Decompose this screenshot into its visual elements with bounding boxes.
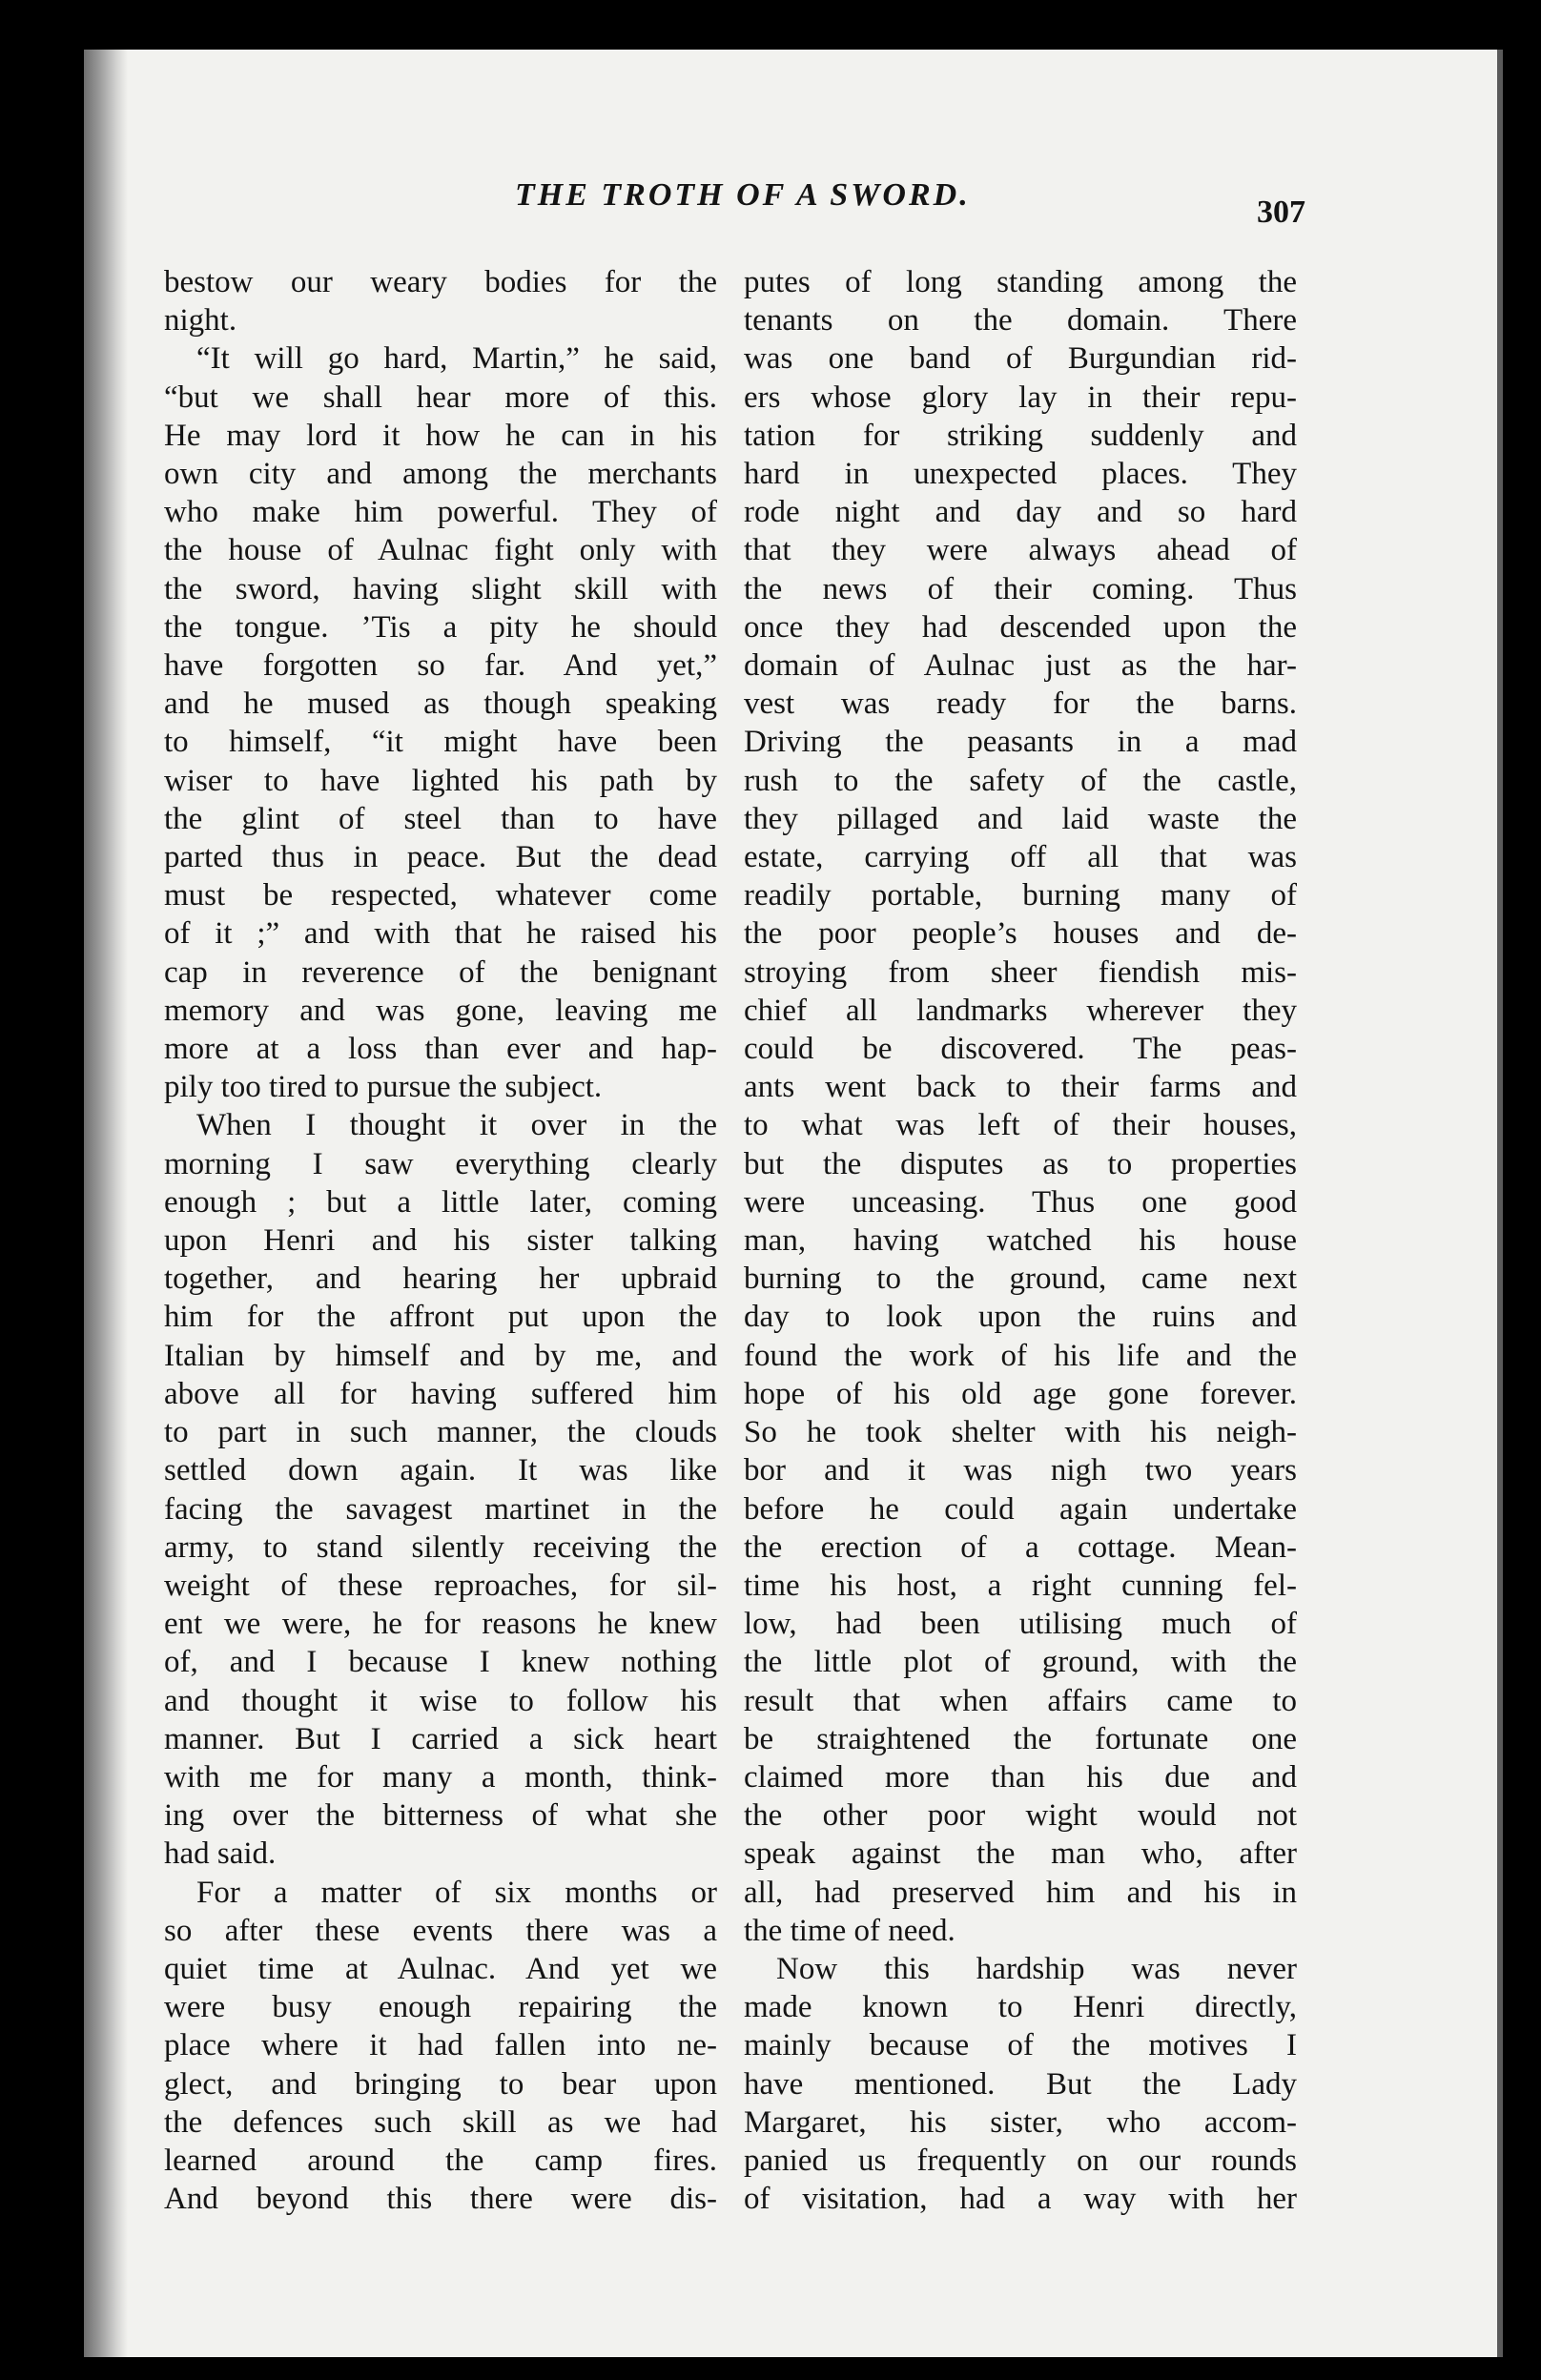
right-column-line: ers whose glory lay in their repu- <box>744 380 1297 415</box>
right-column-line: the time of need. <box>744 1913 955 1948</box>
right-column-line: result that when affairs came to <box>744 1683 1297 1718</box>
left-column-line: of it ;” and with that he raised his <box>164 916 717 952</box>
right-column-line: burning to the ground, came next <box>744 1262 1297 1297</box>
right-column-line: So he took shelter with his neigh- <box>744 1415 1297 1450</box>
right-column-line: speak against the man who, after <box>744 1836 1297 1872</box>
left-column-line: settled down again. It was like <box>164 1453 717 1488</box>
right-column-line: before he could again undertake <box>744 1491 1297 1527</box>
left-column-line: When I thought it over in the <box>196 1108 717 1143</box>
left-column-line: the tongue. ’Tis a pity he should <box>164 609 717 645</box>
right-column-line: chief all landmarks wherever they <box>744 993 1297 1028</box>
left-column-line: ing over the bitterness of what she <box>164 1798 717 1834</box>
right-column-line: day to look upon the ruins and <box>744 1300 1297 1335</box>
right-column-line: of visitation, had a way with her <box>744 2182 1297 2217</box>
right-column-line: could be discovered. The peas- <box>744 1032 1297 1067</box>
right-column-line: to what was left of their houses, <box>744 1108 1297 1143</box>
left-column-line: weight of these reproaches, for sil- <box>164 1568 717 1603</box>
right-column-line: they pillaged and laid waste the <box>744 801 1297 836</box>
left-column-line: were busy enough repairing the <box>164 1990 717 2025</box>
left-column-line: Italian by himself and by me, and <box>164 1338 717 1373</box>
left-column-line: who make him powerful. They of <box>164 495 717 530</box>
left-column-line: must be respected, whatever come <box>164 878 717 913</box>
right-column-line: that they were always ahead of <box>744 533 1297 568</box>
right-column-line: tation for striking suddenly and <box>744 418 1297 453</box>
left-column-line: quiet time at Aulnac. And yet we <box>164 1951 717 1986</box>
right-column-line: rush to the safety of the castle, <box>744 763 1297 798</box>
right-column-line: ants went back to their farms and <box>744 1070 1297 1105</box>
left-column-line: have forgotten so far. And yet,” <box>164 648 717 684</box>
left-column-line: above all for having suffered him <box>164 1376 717 1411</box>
right-column-line: vest was ready for the barns. <box>744 687 1297 722</box>
left-column-line: parted thus in peace. But the dead <box>164 840 717 875</box>
right-column-line: estate, carrying off all that was <box>744 840 1297 875</box>
page-number: 307 <box>1257 195 1305 230</box>
left-column-line: to himself, “it might have been <box>164 725 717 760</box>
left-column-line: manner. But I carried a sick heart <box>164 1721 717 1756</box>
left-column-line: bestow our weary bodies for the <box>164 265 717 299</box>
right-column-line: domain of Aulnac just as the har- <box>744 648 1297 684</box>
right-column-line: made known to Henri directly, <box>744 1990 1297 2025</box>
left-column-line: with me for many a month, think- <box>164 1759 717 1795</box>
left-column-line: morning I saw everything clearly <box>164 1146 717 1181</box>
right-column-line: hard in unexpected places. They <box>744 457 1297 492</box>
left-column-line: the sword, having slight skill with <box>164 571 717 606</box>
left-column-line: “but we shall hear more of this. <box>164 380 717 415</box>
left-column-line: learned around the camp fires. <box>164 2143 717 2178</box>
right-column-line: was one band of Burgundian rid- <box>744 341 1297 377</box>
right-text-column <box>744 263 1297 2218</box>
right-column-line: time his host, a right cunning fel- <box>744 1568 1297 1603</box>
right-column-line: the other poor wight would not <box>744 1798 1297 1834</box>
right-column-line: found the work of his life and the <box>744 1338 1297 1373</box>
left-column-line: For a matter of six months or <box>196 1875 717 1910</box>
left-column-line: And beyond this there were dis- <box>164 2182 717 2217</box>
left-column-line: pily too tired to pursue the subject. <box>164 1070 603 1105</box>
right-column-line: readily portable, burning many of <box>744 878 1297 913</box>
left-column-line: army, to stand silently receiving the <box>164 1529 717 1565</box>
right-column-line: Margaret, his sister, who accom- <box>744 2104 1297 2140</box>
right-column-line: the little plot of ground, with the <box>744 1645 1297 1680</box>
right-column-line: low, had been utilising much of <box>744 1607 1297 1642</box>
left-column-line: ent we were, he for reasons he knew <box>164 1607 717 1642</box>
binding-shadow <box>84 50 128 2357</box>
right-column-line: have mentioned. But the Lady <box>744 2066 1297 2102</box>
right-column-line: but the disputes as to properties <box>744 1146 1297 1181</box>
right-column-line: once they had descended upon the <box>744 609 1297 645</box>
left-column-line: the house of Aulnac fight only with <box>164 533 717 568</box>
left-column-line: own city and among the merchants <box>164 457 717 492</box>
right-column-line: putes of long standing among the <box>744 265 1297 299</box>
left-column-line: upon Henri and his sister talking <box>164 1223 717 1259</box>
left-column-line: the glint of steel than to have <box>164 801 717 836</box>
left-column-line: enough ; but a little later, coming <box>164 1184 717 1220</box>
page-edge <box>1497 50 1503 2357</box>
right-column-line: Driving the peasants in a mad <box>744 725 1297 760</box>
right-column-line: all, had preserved him and his in <box>744 1875 1297 1910</box>
right-column-line: hope of his old age gone forever. <box>744 1376 1297 1411</box>
running-head: THE TROTH OF A SWORD. <box>515 177 971 213</box>
left-column-line: He may lord it how he can in his <box>164 418 717 453</box>
left-column-line: and thought it wise to follow his <box>164 1683 717 1718</box>
right-column-line: man, having watched his house <box>744 1223 1297 1259</box>
right-column-line: panied us frequently on our rounds <box>744 2143 1297 2178</box>
right-column-line: rode night and day and so hard <box>744 495 1297 530</box>
right-column-line: were unceasing. Thus one good <box>744 1184 1297 1220</box>
right-column-line: be straightened the fortunate one <box>744 1721 1297 1756</box>
right-column-line: Now this hardship was never <box>776 1951 1297 1986</box>
left-column-line: wiser to have lighted his path by <box>164 763 717 798</box>
left-column-line: and he mused as though speaking <box>164 687 717 722</box>
left-column-line: to part in such manner, the clouds <box>164 1415 717 1450</box>
left-column-line: so after these events there was a <box>164 1913 717 1948</box>
right-column-line: the erection of a cottage. Mean- <box>744 1529 1297 1565</box>
left-column-line: him for the affront put upon the <box>164 1300 717 1335</box>
left-column-line: night. <box>164 303 237 339</box>
left-column-line: cap in reverence of the benignant <box>164 954 717 990</box>
right-column-line: bor and it was nigh two years <box>744 1453 1297 1488</box>
right-column-line: the news of their coming. Thus <box>744 571 1297 606</box>
left-column-line: place where it had fallen into ne- <box>164 2028 717 2063</box>
left-column-line: “It will go hard, Martin,” he said, <box>196 341 717 377</box>
right-column-line: claimed more than his due and <box>744 1759 1297 1795</box>
right-column-line: the poor people’s houses and de- <box>744 916 1297 952</box>
left-text-column <box>164 263 717 2218</box>
right-column-line: mainly because of the motives I <box>744 2028 1297 2063</box>
right-column-line: tenants on the domain. There <box>744 303 1297 339</box>
left-column-line: glect, and bringing to bear upon <box>164 2066 717 2102</box>
left-column-line: together, and hearing her upbraid <box>164 1262 717 1297</box>
left-column-line: facing the savagest martinet in the <box>164 1491 717 1527</box>
left-column-line: memory and was gone, leaving me <box>164 993 717 1028</box>
left-column-line: had said. <box>164 1836 277 1872</box>
left-column-line: of, and I because I knew nothing <box>164 1645 717 1680</box>
left-column-line: the defences such skill as we had <box>164 2104 717 2140</box>
right-column-line: stroying from sheer fiendish mis- <box>744 954 1297 990</box>
left-column-line: more at a loss than ever and hap- <box>164 1032 717 1067</box>
